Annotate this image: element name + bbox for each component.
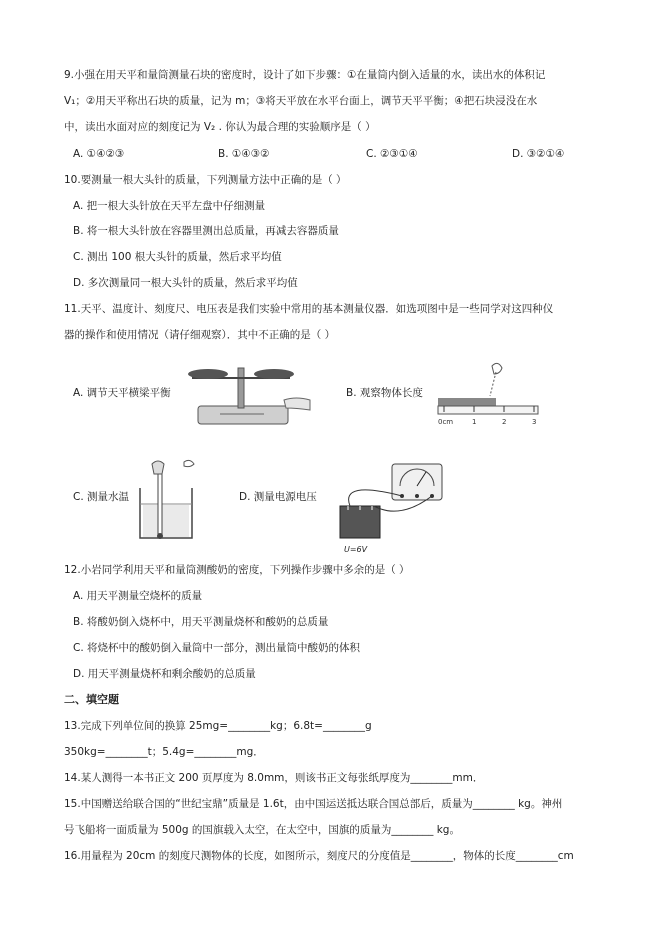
balance-pillar: [238, 368, 244, 408]
q15-line1: 15.中国赠送给联合国的“世纪宝鼎”质量是 1.6t，由中国运送抵达联合国总部后，质量为________ kg。神州: [64, 798, 563, 810]
balance-figure: [180, 356, 312, 428]
section-heading: 二、填空题: [64, 693, 119, 706]
q14-text: 14.某人测得一本书正文 200 页厚度为 8.0mm，则该书正文每张纸厚度为________mm．: [64, 772, 484, 784]
ruler-tick-label: 3: [532, 418, 537, 426]
q12-option-b: B. 将酸奶倒入烧杯中，用天平测量烧杯和酸奶的总质量: [73, 616, 329, 628]
measured-object: [438, 398, 496, 406]
q9-line2: V₁；②用天平称出石块的质量，记为 m；③将天平放在水平台面上，调节天平平衡；④把石块浸没在水: [64, 95, 538, 107]
q11-line1: 11.天平、温度计、刻度尺、电压表是我们实验中常用的基本测量仪器．如选项图中是一些同学对这四种仪: [64, 303, 554, 315]
battery: [340, 506, 380, 538]
ruler-tick-label: 2: [502, 418, 507, 426]
balance-base: [198, 406, 288, 424]
ruler-tick-label: 1: [472, 418, 477, 426]
ruler-body: [438, 406, 538, 414]
q12-option-a: A. 用天平测量空烧杯的质量: [73, 590, 203, 602]
q12-stem: 12.小岩同学利用天平和量筒测酸奶的密度，下列操作步骤中多余的是（ ）: [64, 564, 410, 576]
q11-line2: 器的操作和使用情况（请仔细观察）．其中不正确的是（ ）: [64, 329, 336, 341]
q13-line2: 350kg=________t；5.4g=________mg．: [64, 746, 264, 758]
q11-option-c: C. 测量水温: [73, 491, 130, 503]
voltmeter-figure: [330, 460, 450, 560]
eye-icon: [184, 460, 194, 466]
q11-option-a: A. 调节天平横梁平衡: [73, 387, 171, 399]
q12-option-c: C. 将烧杯中的酸奶倒入量筒中一部分，测出量筒中酸奶的体积: [73, 642, 361, 654]
q9-option-b: B. ①④③②: [218, 148, 270, 160]
balance-left-pan: [188, 369, 228, 379]
hand-shape: [152, 461, 164, 474]
water: [143, 505, 189, 537]
q10-option-b: B. 将一根大头针放在容器里测出总质量，再减去容器质量: [73, 225, 339, 237]
q9-option-d: D. ③②①④: [512, 148, 565, 160]
q13-line1: 13.完成下列单位间的换算 25mg=________kg；6.8t=________g: [64, 720, 372, 732]
hand-shape: [284, 398, 310, 410]
ruler-figure: [434, 360, 544, 428]
battery-voltage-label: U=6V: [344, 545, 368, 554]
thermometer-figure: [134, 458, 204, 542]
q11-option-d: D. 测量电源电压: [239, 491, 317, 503]
ruler-tick-label: 0cm: [438, 418, 454, 426]
q10-option-d: D. 多次测量同一根大头针的质量，然后求平均值: [73, 277, 298, 289]
q10-stem: 10.要测量一根大头针的质量，下列测量方法中正确的是（ ）: [64, 174, 347, 186]
q11-option-b: B. 观察物体长度: [346, 387, 423, 399]
q15-line2: 号飞船将一面质量为 500g 的国旗载入太空，在太空中，国旗的质量为________ kg。: [64, 824, 460, 836]
q16-text: 16.用量程为 20cm 的刻度尺测物体的长度，如图所示，刻度尺的分度值是________，物体的长度________cm: [64, 850, 574, 862]
q9-line1: 9.小强在用天平和量筒测量石块的密度时，设计了如下步骤：①在量筒内倒入适量的水，读出水的体积记: [64, 69, 546, 81]
q9-option-a: A. ①④②③: [73, 148, 125, 160]
q9-option-c: C. ②③①④: [366, 148, 418, 160]
thermometer-bulb: [157, 533, 163, 539]
thermometer: [158, 466, 162, 536]
q10-option-c: C. 测出 100 根大头针的质量，然后求平均值: [73, 251, 282, 263]
eye-icon: [492, 363, 502, 374]
q9-line3: 中，读出水面对应的刻度记为 V₂ . 你认为最合理的实验顺序是（ ）: [64, 121, 376, 133]
balance-right-pan: [254, 369, 294, 379]
sight-line: [490, 372, 496, 396]
q10-option-a: A. 把一根大头针放在天平左盘中仔细测量: [73, 200, 266, 212]
q12-option-d: D. 用天平测量烧杯和剩余酸奶的总质量: [73, 668, 256, 680]
